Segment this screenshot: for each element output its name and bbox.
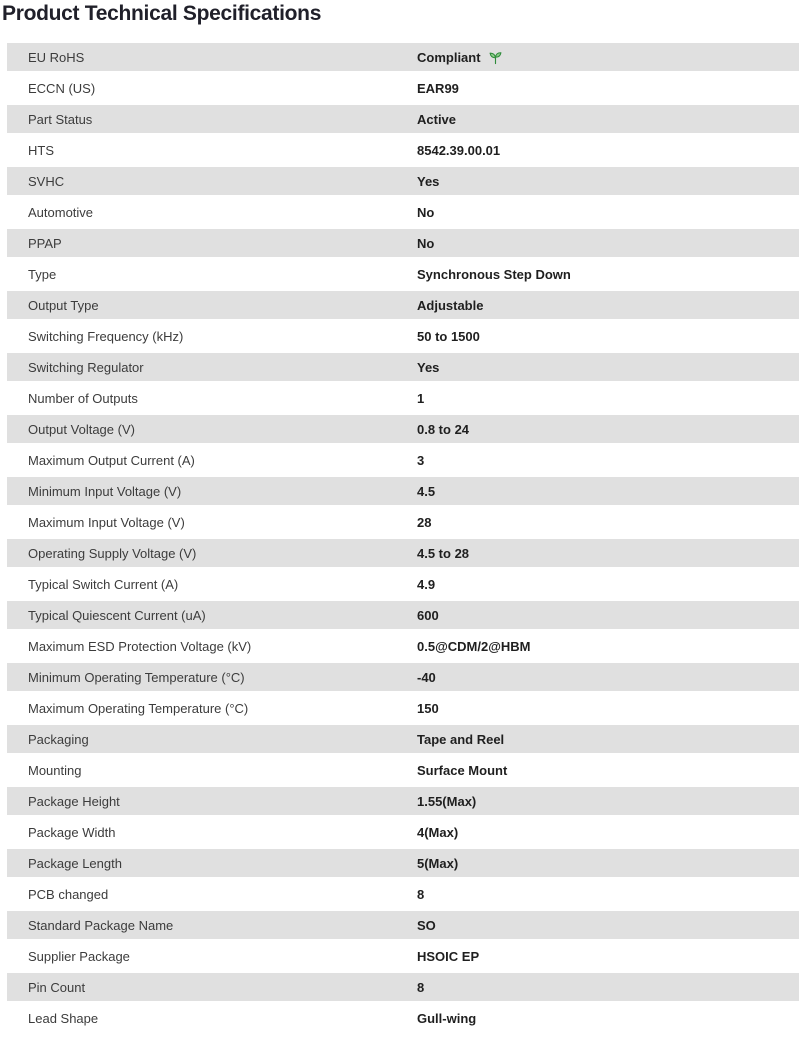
spec-value [396,1011,799,1026]
spec-value [396,577,799,592]
table-row [7,477,799,508]
table-row [7,136,799,167]
spec-label: Output Voltage (V) [28,421,135,437]
spec-label: PCB changed [28,886,109,902]
spec-value-text: Tape and Reel [417,731,505,747]
spec-value [396,608,799,623]
spec-value-text: 50 to 1500 [417,328,480,344]
spec-value-text: No [417,235,435,251]
spec-value [396,670,799,685]
table-row [7,415,799,446]
spec-value-text: 3 [417,452,425,468]
spec-label: Switching Frequency (kHz) [28,328,184,344]
spec-value [396,360,799,375]
spec-value [396,763,799,778]
spec-label: Lead Shape [28,1010,99,1026]
table-row [7,632,799,663]
spec-value [396,515,799,530]
spec-label: Minimum Input Voltage (V) [28,483,182,499]
spec-label: Part Status [28,111,93,127]
spec-label: Package Length [28,855,122,871]
spec-value [396,484,799,499]
spec-value-text: Yes [417,359,440,375]
spec-value [396,794,799,809]
table-row [7,291,799,322]
table-row [7,198,799,229]
page-title: Product Technical Specifications [2,2,322,25]
spec-label: Maximum Input Voltage (V) [28,514,185,530]
table-row [7,663,799,694]
spec-value-text: Compliant [417,49,481,65]
table-row [7,942,799,973]
spec-label: SVHC [28,173,65,189]
table-row [7,43,799,74]
table-row [7,446,799,477]
spec-value-text: 8 [417,886,425,902]
spec-label: Operating Supply Voltage (V) [28,545,197,561]
spec-value [396,918,799,933]
spec-value [396,143,799,158]
leaf-icon [488,50,503,65]
spec-value [396,205,799,220]
spec-label: Maximum Operating Temperature (°C) [28,700,249,716]
spec-label: Switching Regulator [28,359,144,375]
spec-value-text: 0.5@CDM/2@HBM [417,638,531,654]
spec-table [7,43,799,1035]
spec-label: Maximum Output Current (A) [28,452,195,468]
spec-label: Output Type [28,297,99,313]
spec-value-text: 0.8 to 24 [417,421,470,437]
spec-value-text: SO [417,917,436,933]
spec-label: Mounting [28,762,82,778]
spec-value [396,391,799,406]
spec-value [396,174,799,189]
table-row [7,694,799,725]
spec-value-text: HSOIC EP [417,948,480,964]
spec-value [396,639,799,654]
spec-value-text: 4.9 [417,576,436,592]
table-row [7,1004,799,1035]
table-row [7,880,799,911]
spec-value-text: 28 [417,514,432,530]
table-row [7,570,799,601]
spec-label: Number of Outputs [28,390,138,406]
spec-label: Package Height [28,793,120,809]
table-row [7,508,799,539]
spec-label: ECCN (US) [28,80,96,96]
spec-value [396,949,799,964]
spec-value-text: 4.5 [417,483,436,499]
spec-value [396,546,799,561]
table-row [7,756,799,787]
table-row [7,787,799,818]
table-row [7,818,799,849]
spec-label: Typical Switch Current (A) [28,576,179,592]
spec-value-text: Surface Mount [417,762,508,778]
spec-value [396,732,799,747]
spec-value [396,298,799,313]
spec-label: EU RoHS [28,49,85,65]
spec-value-text: 150 [417,700,439,716]
spec-label: Pin Count [28,979,86,995]
spec-label: Package Width [28,824,116,840]
spec-value [396,329,799,344]
spec-label: Type [28,266,57,282]
spec-value-text: No [417,204,435,220]
spec-label: PPAP [28,235,62,251]
table-row [7,973,799,1004]
spec-label: Supplier Package [28,948,130,964]
spec-value [396,453,799,468]
table-row [7,911,799,942]
spec-value [396,887,799,902]
spec-label: HTS [28,142,54,158]
table-row [7,167,799,198]
table-row [7,229,799,260]
spec-value-text: Synchronous Step Down [417,266,571,282]
spec-value [396,825,799,840]
table-row [7,322,799,353]
spec-value-text: 4(Max) [417,824,459,840]
table-row [7,725,799,756]
spec-value [396,50,799,65]
spec-value-text: 1 [417,390,425,406]
table-row [7,105,799,136]
spec-value-text: Yes [417,173,440,189]
table-row [7,601,799,632]
spec-value-text: 4.5 to 28 [417,545,470,561]
spec-value-text: Active [417,111,457,127]
spec-value [396,267,799,282]
spec-value [396,81,799,96]
table-row [7,539,799,570]
spec-value [396,701,799,716]
table-row [7,260,799,291]
spec-value-text: 5(Max) [417,855,459,871]
table-row [7,849,799,880]
spec-value-text: 8 [417,979,425,995]
table-row [7,74,799,105]
spec-value-text: 1.55(Max) [417,793,477,809]
spec-value-text: EAR99 [417,80,459,96]
spec-value-text: -40 [417,669,436,685]
spec-value [396,236,799,251]
spec-value-text: Gull-wing [417,1010,477,1026]
spec-value-text: Adjustable [417,297,484,313]
spec-value-text: 8542.39.00.01 [417,142,501,158]
spec-label: Standard Package Name [28,917,174,933]
table-row [7,384,799,415]
spec-label: Automotive [28,204,94,220]
spec-value [396,112,799,127]
spec-value [396,856,799,871]
spec-label: Minimum Operating Temperature (°C) [28,669,245,685]
spec-value-text: 600 [417,607,439,623]
spec-label: Typical Quiescent Current (uA) [28,607,206,623]
table-row [7,353,799,384]
spec-value [396,422,799,437]
spec-value [396,980,799,995]
spec-label: Maximum ESD Protection Voltage (kV) [28,638,252,654]
spec-label: Packaging [28,731,89,747]
